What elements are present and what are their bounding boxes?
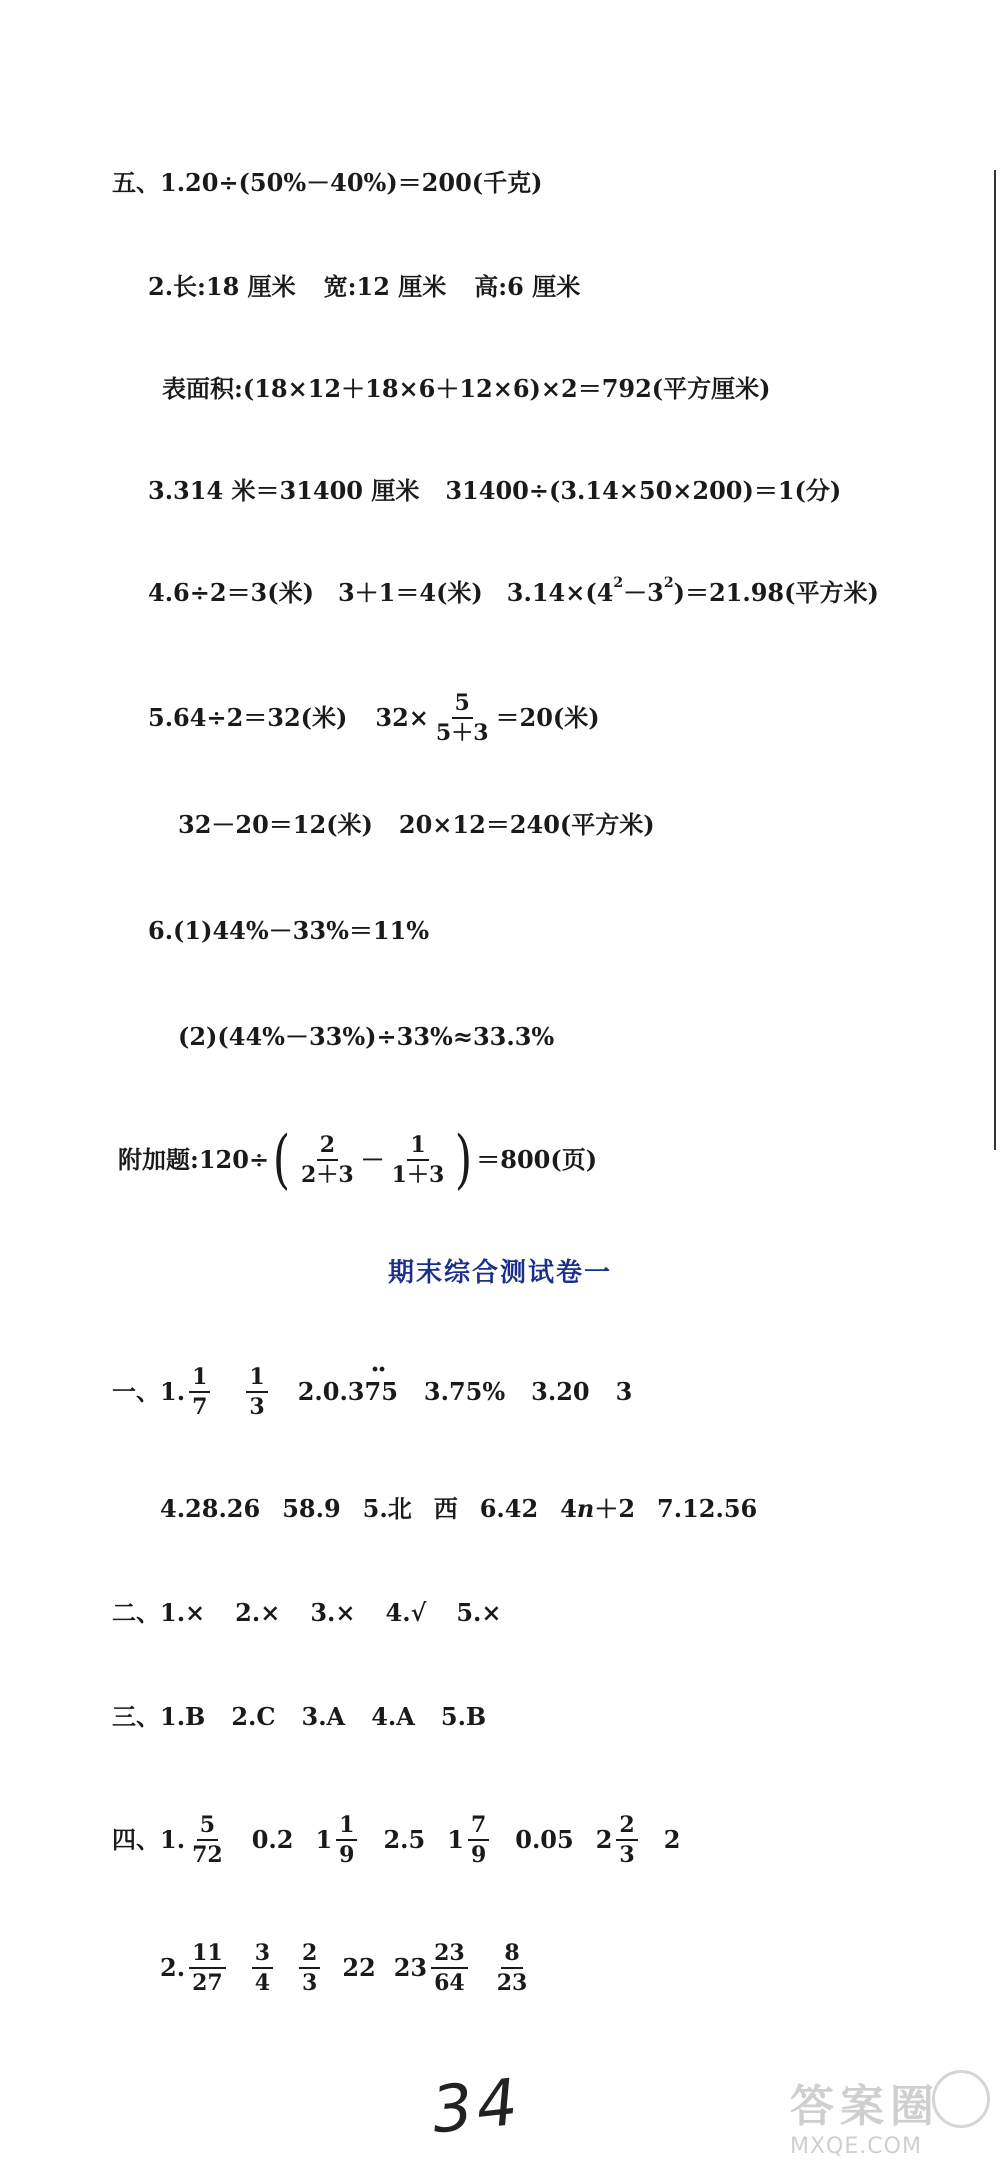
s4-m3-whole: 2 xyxy=(595,1825,613,1854)
q5-fraction-den: 5＋3 xyxy=(435,720,489,746)
margin-rule xyxy=(994,170,996,1150)
s1-f1-num: 1 xyxy=(189,1365,210,1393)
s4-line1 xyxy=(112,1810,680,1870)
q4-c-post: )＝21.98(平方米) xyxy=(673,578,879,607)
s1-l2-f-pre: 4 xyxy=(560,1494,577,1523)
s4-fraction-1 xyxy=(189,1813,226,1867)
s3-b: 2.C xyxy=(231,1702,276,1731)
q2-length: 2.长:18 厘米 xyxy=(148,272,296,301)
section-title: 期末综合测试卷一 xyxy=(387,1258,612,1288)
s3-prefix: 三、1.B xyxy=(112,1702,206,1731)
s4-f1-num: 5 xyxy=(197,1813,218,1841)
s1-l2-f-post: ＋2 xyxy=(594,1494,636,1523)
s1-l2-f-var: n xyxy=(576,1494,595,1523)
sec5-q3 xyxy=(148,474,841,508)
s4-m2-den: 9 xyxy=(470,1842,487,1868)
s4-m2-num: 7 xyxy=(468,1813,489,1841)
s4-m1-whole: 1 xyxy=(315,1825,333,1854)
s4-b: 0.2 xyxy=(251,1825,294,1854)
q5-a: 5.64÷2＝32(米) xyxy=(148,703,348,732)
s4-l2-fraction-2 xyxy=(252,1941,273,1995)
sec5-q5-line2 xyxy=(178,808,655,842)
s4-m1-num: 1 xyxy=(336,1813,357,1841)
s4-mixed-3 xyxy=(616,1813,637,1867)
s4-l2-f3-num: 2 xyxy=(299,1941,320,1969)
s4-l2-f3-den: 3 xyxy=(302,1970,318,1996)
bonus-label: 附加题: xyxy=(118,1145,199,1174)
s1-f1-den: 7 xyxy=(192,1394,208,1420)
q4-c-mid: －3 xyxy=(623,578,664,607)
bonus-minus: － xyxy=(360,1145,385,1174)
bonus-f1-den: 2＋3 xyxy=(301,1162,354,1188)
q6-1-text: 6.(1)44%－33%＝11% xyxy=(148,916,430,945)
s4-d: 0.05 xyxy=(515,1825,574,1854)
s1-fraction-2 xyxy=(246,1365,267,1419)
s1-t-d: 3 xyxy=(615,1377,633,1406)
s4-l2-f1-den: 27 xyxy=(192,1970,223,1996)
s2-e: 5.× xyxy=(456,1598,502,1627)
sec5-q4 xyxy=(148,576,879,610)
bonus-right-paren: ) xyxy=(455,1123,473,1197)
s4-l2-mixed xyxy=(431,1941,468,1995)
s2-line xyxy=(112,1596,502,1630)
s4-prefix: 四、1. xyxy=(112,1825,186,1854)
bonus-left-paren: ( xyxy=(272,1123,291,1197)
sec5-q5 xyxy=(148,688,600,748)
s1-t-b: 3.75% xyxy=(423,1377,506,1406)
s1-l2-a: 4.28.26 xyxy=(160,1494,261,1523)
s1-t-c: 3.20 xyxy=(531,1377,590,1406)
s1-l2-d: 西 xyxy=(433,1494,458,1523)
s4-l2-fraction-3 xyxy=(299,1941,320,1995)
s4-m2-whole: 1 xyxy=(447,1825,464,1854)
q2-area-text: 表面积:(18×12＋18×6＋12×6)×2＝792(平方厘米) xyxy=(162,374,771,403)
bonus-fraction-2 xyxy=(389,1133,448,1187)
s1-line2 xyxy=(160,1492,757,1526)
q6-2-text: (2)(44%－33%)÷33%≈33.3% xyxy=(178,1022,555,1051)
s4-l2-m-den: 64 xyxy=(434,1970,465,1996)
s4-mixed-2 xyxy=(468,1813,489,1867)
s4-mixed-1 xyxy=(336,1813,357,1867)
s4-line2 xyxy=(160,1938,534,1998)
s4-m3-den: 3 xyxy=(619,1842,635,1868)
watermark-bottom-text: MXQE.COM xyxy=(790,2134,922,2159)
s1-f2-den: 3 xyxy=(249,1394,265,1420)
s1-line1 xyxy=(112,1362,632,1422)
sec5-q1-text: 五、1.20÷(50%－40%)＝200(千克) xyxy=(112,168,543,197)
q5-fraction xyxy=(433,691,492,745)
s2-c: 3.× xyxy=(310,1598,356,1627)
s2-b: 2.× xyxy=(235,1598,281,1627)
s1-l2-c: 5.北 xyxy=(362,1494,412,1523)
bonus-fraction-1 xyxy=(298,1133,357,1187)
q3-a: 3.314 米＝31400 厘米 xyxy=(148,476,420,505)
s1-prefix: 一、1. xyxy=(112,1377,186,1406)
watermark-top-text: 答案圈 xyxy=(790,2081,940,2132)
q5-fraction-num: 5 xyxy=(452,691,473,719)
sec5-q6-1 xyxy=(148,914,429,948)
q2-height: 高:6 厘米 xyxy=(474,272,581,301)
sec5-q2-area xyxy=(162,372,771,406)
s4-l2-m-num: 23 xyxy=(431,1941,468,1969)
page-number: 34 xyxy=(428,2065,526,2149)
s4-l2-f2-den: 4 xyxy=(254,1970,270,1996)
s1-l2-b: 58.9 xyxy=(282,1494,341,1523)
s4-l2-m-whole: 23 xyxy=(393,1953,428,1982)
s3-line xyxy=(112,1700,486,1734)
s1-l2-g: 7.12.56 xyxy=(657,1494,758,1523)
q5-line2-b: 20×12＝240(平方米) xyxy=(398,810,655,839)
q5-b-post: ＝20(米) xyxy=(495,703,600,732)
watermark-circle-icon xyxy=(932,2070,990,2128)
q4-b: 3＋1＝4(米) xyxy=(337,578,483,607)
s1-l2-e: 6.42 xyxy=(479,1494,539,1523)
s1-f2-num: 1 xyxy=(246,1365,267,1393)
s4-m3-num: 2 xyxy=(616,1813,637,1841)
bonus-f1-num: 2 xyxy=(317,1133,338,1161)
q4-a: 4.6÷2＝3(米) xyxy=(148,578,314,607)
bonus-question xyxy=(118,1120,597,1200)
s1-fraction-1 xyxy=(189,1365,210,1419)
sec5-q1 xyxy=(112,166,543,200)
s3-c: 3.A xyxy=(301,1702,346,1731)
s4-c: 2.5 xyxy=(383,1825,426,1854)
s4-l2-f2-num: 3 xyxy=(252,1941,273,1969)
s2-prefix: 二、1.× xyxy=(112,1598,206,1627)
bonus-f2-num: 1 xyxy=(407,1133,428,1161)
q2-width: 宽:12 厘米 xyxy=(323,272,447,301)
q5-line2-a: 32－20＝12(米) xyxy=(178,810,373,839)
s3-e: 5.B xyxy=(440,1702,487,1731)
s4-l2-fraction-4 xyxy=(494,1941,531,1995)
sec5-q6-2 xyxy=(178,1020,554,1054)
s4-l2-a: 22 xyxy=(342,1953,376,1982)
bonus-f2-den: 1＋3 xyxy=(391,1162,445,1188)
q4-c-pre: 3.14×(4 xyxy=(506,578,614,607)
s2-d: 4.√ xyxy=(385,1598,427,1627)
s4-l2-fraction-1 xyxy=(189,1941,226,1995)
s4-l2-f4-den: 23 xyxy=(496,1970,528,1996)
bonus-pre: 120÷ xyxy=(198,1145,270,1174)
watermark-logo xyxy=(790,2070,990,2160)
sec5-q2 xyxy=(148,270,580,304)
s4-f1-den: 72 xyxy=(192,1842,223,1868)
s4-l2-f4-num: 8 xyxy=(501,1941,522,1969)
s1-t-a: 2.0.3 xyxy=(297,1377,365,1406)
q3-b: 31400÷(3.14×50×200)＝1(分) xyxy=(445,476,842,505)
s4-l2-f1-num: 11 xyxy=(189,1941,226,1969)
s4-m1-den: 9 xyxy=(339,1842,355,1868)
s4-l2-prefix: 2. xyxy=(160,1953,186,1982)
bonus-post: ＝800(页) xyxy=(476,1145,598,1174)
q4-c-exp1: 2 xyxy=(613,575,624,591)
s4-e: 2 xyxy=(663,1825,681,1854)
s1-repeating-digits: ·· 75 xyxy=(365,1375,398,1409)
q5-b-pre: 32× xyxy=(375,703,429,732)
q4-c-exp2: 2 xyxy=(663,575,674,591)
s3-d: 4.A xyxy=(371,1702,415,1731)
